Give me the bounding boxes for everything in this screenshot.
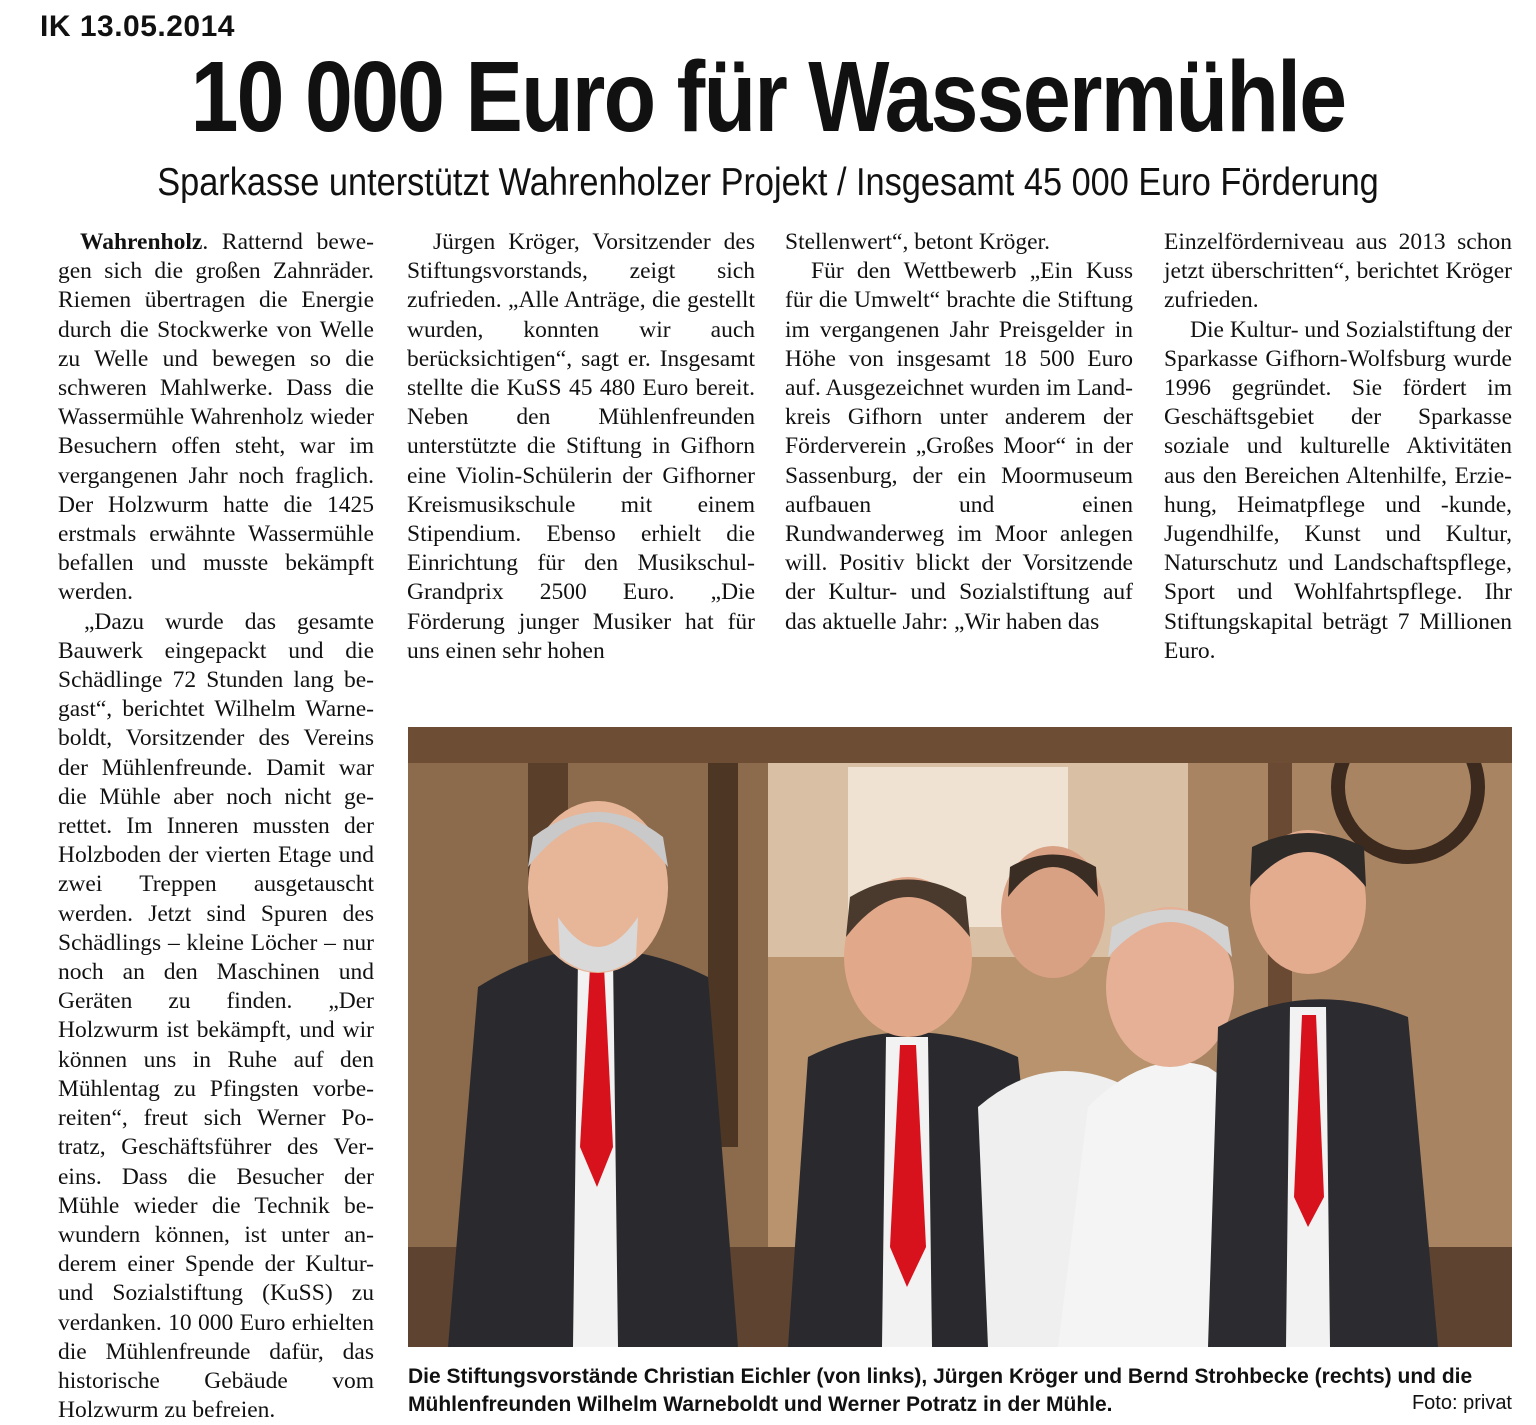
- article-photo: [408, 727, 1512, 1347]
- article-column-3: [785, 228, 1133, 637]
- paragraph: [58, 228, 374, 608]
- paragraph: Einzelförderniveau aus 2013 schon jetzt überschritten“, berichtet Kröger zufrieden.: [1164, 229, 1512, 314]
- paragraph: Für den Wettbewerb „Ein Kuss für die Umwelt“ brachte die Stiftung im vergangenen Jahr Preisgelder in Höhe von insgesamt 18 500 Euro auf. Ausgezeichnet wurden im Landkreis Gifhorn unter anderem der Förderverein „Großes Moor“ in der Sassenburg, der ein Moormuseum aufbauen und einen Rundwanderweg im Moor anlegen will. Positiv blickt der Vorsitzende der Kultur- und Sozialstiftung auf das aktuelle Jahr: „Wir haben das: [785, 258, 1133, 635]
- headline: 10 000 Euro für Wassermühle: [190, 41, 1346, 153]
- article-column-1: [58, 228, 374, 1425]
- subheadline: Sparkasse unterstützt Wahrenholzer Projekt / Insgesamt 45 000 Euro Förderung: [157, 161, 1379, 204]
- article-column-4: [1164, 228, 1512, 666]
- group-photo-illustration: [408, 727, 1512, 1347]
- article-column-2: [407, 228, 755, 666]
- edition-label: IK 13.05.2014: [40, 10, 235, 43]
- paragraph: Stellenwert“, betont Kröger.: [785, 229, 1050, 255]
- paragraph: Die Kultur- und Sozialstiftung der Sparkasse Gifhorn-Wolfsburg wurde 1996 gegründet. Sie fördert im Geschäftsgebiet der Sparkasse soziale und kulturelle Aktivitäten aus den Bereichen Altenhilfe, Erziehung, Heimatpflege und -kunde, Jugendhilfe, Kunst und Kultur, Naturschutz und Landschaftspflege, Sport und Wohlfahrtspflege. Ihr Stiftungskapital beträgt 7 Millionen Euro.: [1164, 316, 1512, 664]
- paragraph: Jürgen Kröger, Vorsitzender des Stiftungsvorstands, zeigt sich zufrieden. „Alle Anträge, die gestellt wurden, konnten wir auch berücksichtigen“, sagt er. Insgesamt stellte die KuSS 45 480 Euro bereit. Neben den Mühlenfreunden unterstützte die Stiftung in Gifhorn eine Violin-Schülerin der Gifhorner Kreismusikschule mit einem Stipendium. Ebenso erhielt die Einrichtung für den Musikschul-Grandprix 2500 Euro. „Die Förderung junger Musiker hat für uns einen sehr hohen: [407, 229, 755, 664]
- photo-credit: Foto: privat: [1411, 1392, 1512, 1414]
- dateline: Wahrenholz: [80, 229, 203, 255]
- paragraph: „Dazu wurde das gesamte Bauwerk eingepackt und die Schädlinge 72 Stunden lang begast“, berichtet Wilhelm Warneboldt, Vorsitzender des Vereins der Mühlenfreunde. Damit war die Mühle aber noch nicht gerettet. Im Inneren mussten der Holzboden der vierten Etage und zwei Treppen ausgetauscht werden. Jetzt sind Spuren des Schädlings – kleine Löcher – nur noch an den Maschinen und Geräten zu finden. „Der Holzwurm ist bekämpft, und wir können uns in Ruhe auf den Mühlentag zu Pfingsten vorbereiten“, freut sich Werner Potratz, Geschäftsführer des Vereins. Dass die Besucher der Mühle wieder die Technik bewundern können, ist unter anderem einer Spende der Kultur- und Sozialstiftung (KuSS) zu verdanken. 10 000 Euro erhielten die Mühlenfreunde dafür, das historische Gebäude vom Holzwurm zu befreien.: [58, 608, 374, 1424]
- photo-caption: Die Stiftungsvorstände Christian Eichler (von links), Jürgen Kröger und Bernd Strohbecke (rechts) und die Mühlenfreunden Wilhelm Warneboldt und Werner Potratz in der Mühle.: [408, 1365, 1473, 1416]
- paragraph-text: . Ratternd bewegen sich die großen Zahnräder. Riemen übertragen die Energie durch die Stockwerke von Welle zu Welle und bewegen so die schweren Mahlwerke. Dass die Wassermühle Wahrenholz wieder Besuchern offen steht, war im vergangenen Jahr noch fraglich. Der Holzwurm hatte die 1425 erstmals erwähnte Wassermühle befallen und musste bekämpft werden.: [58, 229, 374, 606]
